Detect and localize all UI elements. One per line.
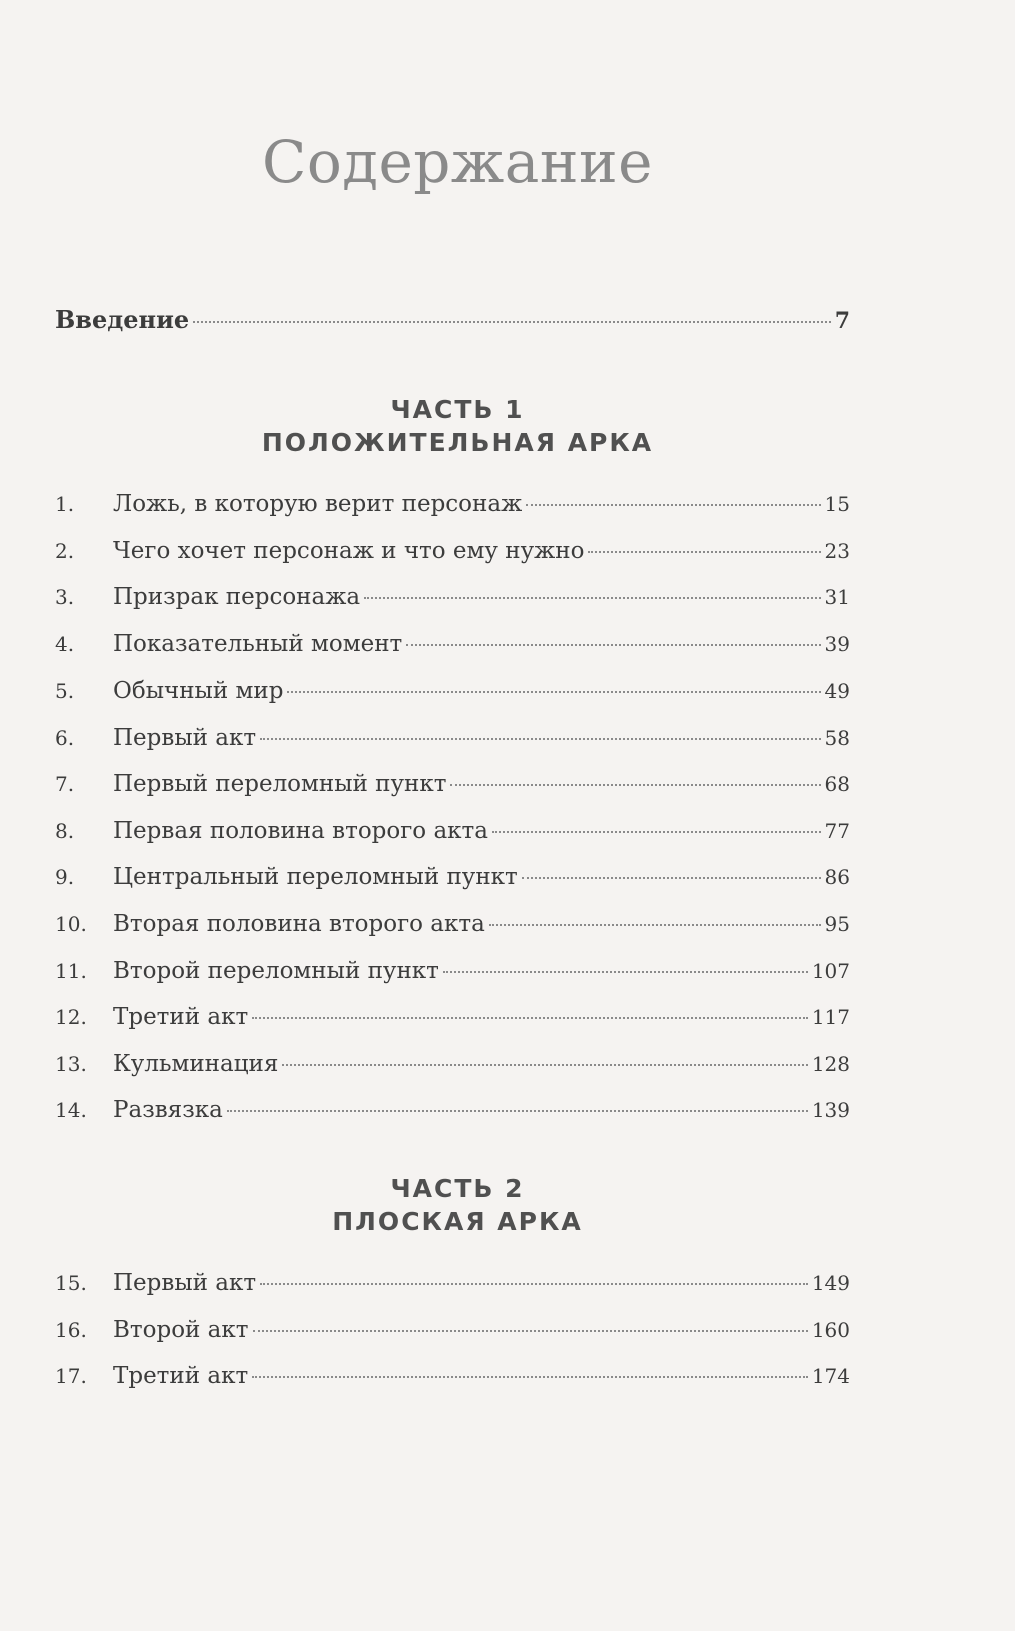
chapter-title: Первый переломный пункт bbox=[113, 771, 447, 797]
chapter-number: 5. bbox=[55, 679, 75, 703]
chapter-number: 6. bbox=[55, 726, 75, 750]
chapter-title: Первая половина второго акта bbox=[113, 818, 488, 844]
chapter-page: 149 bbox=[811, 1271, 850, 1295]
chapter-title: Второй акт bbox=[113, 1317, 249, 1343]
dot-leader bbox=[252, 1376, 808, 1378]
chapter-number: 13. bbox=[55, 1052, 87, 1076]
toc-entry[interactable] bbox=[55, 584, 850, 618]
toc-entry[interactable] bbox=[55, 771, 850, 805]
part-2-subheading: ПЛОСКАЯ АРКА bbox=[332, 1207, 583, 1236]
chapter-number: 2. bbox=[55, 539, 75, 563]
chapter-page: 174 bbox=[811, 1364, 850, 1388]
chapter-title: Развязка bbox=[113, 1097, 223, 1123]
chapter-page: 31 bbox=[824, 585, 850, 609]
chapter-title: Первый акт bbox=[113, 1270, 257, 1296]
dot-leader bbox=[287, 691, 820, 693]
chapter-number: 3. bbox=[55, 585, 75, 609]
dot-leader bbox=[406, 644, 820, 646]
chapter-number: 7. bbox=[55, 772, 75, 796]
toc-entry-page: 7 bbox=[834, 308, 850, 334]
dot-leader bbox=[260, 738, 820, 740]
page-title: Содержание bbox=[261, 128, 654, 196]
chapter-page: 128 bbox=[811, 1052, 850, 1076]
dot-leader bbox=[282, 1064, 807, 1066]
toc-entry[interactable] bbox=[55, 678, 850, 712]
toc-entry[interactable] bbox=[55, 911, 850, 945]
dot-leader bbox=[260, 1283, 808, 1285]
toc-entry[interactable] bbox=[55, 1363, 850, 1397]
dot-leader bbox=[252, 1017, 808, 1019]
chapter-title: Третий акт bbox=[113, 1004, 249, 1030]
chapter-number: 16. bbox=[55, 1318, 87, 1342]
toc-entry[interactable] bbox=[55, 958, 850, 992]
dot-leader bbox=[443, 971, 808, 973]
toc-entry[interactable] bbox=[55, 864, 850, 898]
chapter-title: Второй переломный пункт bbox=[113, 958, 439, 984]
chapter-title: Показательный момент bbox=[113, 631, 403, 657]
toc-entry[interactable] bbox=[55, 631, 850, 665]
dot-leader bbox=[227, 1110, 808, 1112]
chapter-page: 160 bbox=[811, 1318, 850, 1342]
chapter-number: 10. bbox=[55, 912, 87, 936]
chapter-number: 12. bbox=[55, 1005, 87, 1029]
chapter-title: Чего хочет персонаж и что ему нужно bbox=[113, 538, 585, 564]
chapter-number: 4. bbox=[55, 632, 75, 656]
dot-leader bbox=[492, 831, 821, 833]
toc-entry[interactable] bbox=[55, 1317, 850, 1351]
toc-entry[interactable] bbox=[55, 491, 850, 525]
chapter-page: 23 bbox=[824, 539, 850, 563]
toc-entry[interactable] bbox=[55, 725, 850, 759]
toc-entry[interactable] bbox=[55, 1051, 850, 1085]
chapter-number: 8. bbox=[55, 819, 75, 843]
chapter-number: 9. bbox=[55, 865, 75, 889]
dot-leader bbox=[364, 597, 820, 599]
toc-entry[interactable] bbox=[55, 538, 850, 572]
chapter-title: Первый акт bbox=[113, 725, 257, 751]
chapter-title: Третий акт bbox=[113, 1363, 249, 1389]
toc-entry[interactable] bbox=[55, 818, 850, 852]
chapter-title: Кульминация bbox=[113, 1051, 279, 1077]
chapter-page: 58 bbox=[824, 726, 850, 750]
chapter-page: 95 bbox=[824, 912, 850, 936]
chapter-title: Ложь, в которую верит персонаж bbox=[113, 491, 523, 517]
part-1-heading: ЧАСТЬ 1 bbox=[390, 395, 525, 424]
chapter-number: 1. bbox=[55, 492, 75, 516]
chapter-number: 15. bbox=[55, 1271, 87, 1295]
toc-entry-title: Введение bbox=[55, 305, 190, 334]
chapter-page: 49 bbox=[824, 679, 850, 703]
chapter-page: 117 bbox=[811, 1005, 850, 1029]
dot-leader bbox=[522, 877, 821, 879]
part-2-heading: ЧАСТЬ 2 bbox=[390, 1174, 525, 1203]
dot-leader bbox=[588, 551, 820, 553]
toc-entry[interactable] bbox=[55, 1270, 850, 1304]
dot-leader bbox=[526, 504, 820, 506]
chapter-number: 17. bbox=[55, 1364, 87, 1388]
toc-entry[interactable] bbox=[55, 1004, 850, 1038]
chapter-number: 11. bbox=[55, 959, 87, 983]
chapter-page: 86 bbox=[824, 865, 850, 889]
chapter-page: 39 bbox=[824, 632, 850, 656]
chapter-title: Призрак персонажа bbox=[113, 584, 361, 610]
dot-leader bbox=[489, 924, 821, 926]
chapter-title: Центральный переломный пункт bbox=[113, 864, 518, 890]
chapter-number: 14. bbox=[55, 1098, 87, 1122]
chapter-title: Вторая половина второго акта bbox=[113, 911, 485, 937]
chapter-page: 68 bbox=[824, 772, 850, 796]
chapter-page: 77 bbox=[824, 819, 850, 843]
dot-leader bbox=[193, 321, 831, 323]
toc-entry-intro[interactable] bbox=[55, 305, 850, 339]
chapter-page: 107 bbox=[811, 959, 850, 983]
chapter-title: Обычный мир bbox=[113, 678, 284, 704]
toc-entry[interactable] bbox=[55, 1097, 850, 1131]
part-1-subheading: ПОЛОЖИТЕЛЬНАЯ АРКА bbox=[261, 428, 654, 457]
chapter-page: 139 bbox=[811, 1098, 850, 1122]
dot-leader bbox=[450, 784, 820, 786]
dot-leader bbox=[253, 1330, 808, 1332]
chapter-page: 15 bbox=[824, 492, 850, 516]
